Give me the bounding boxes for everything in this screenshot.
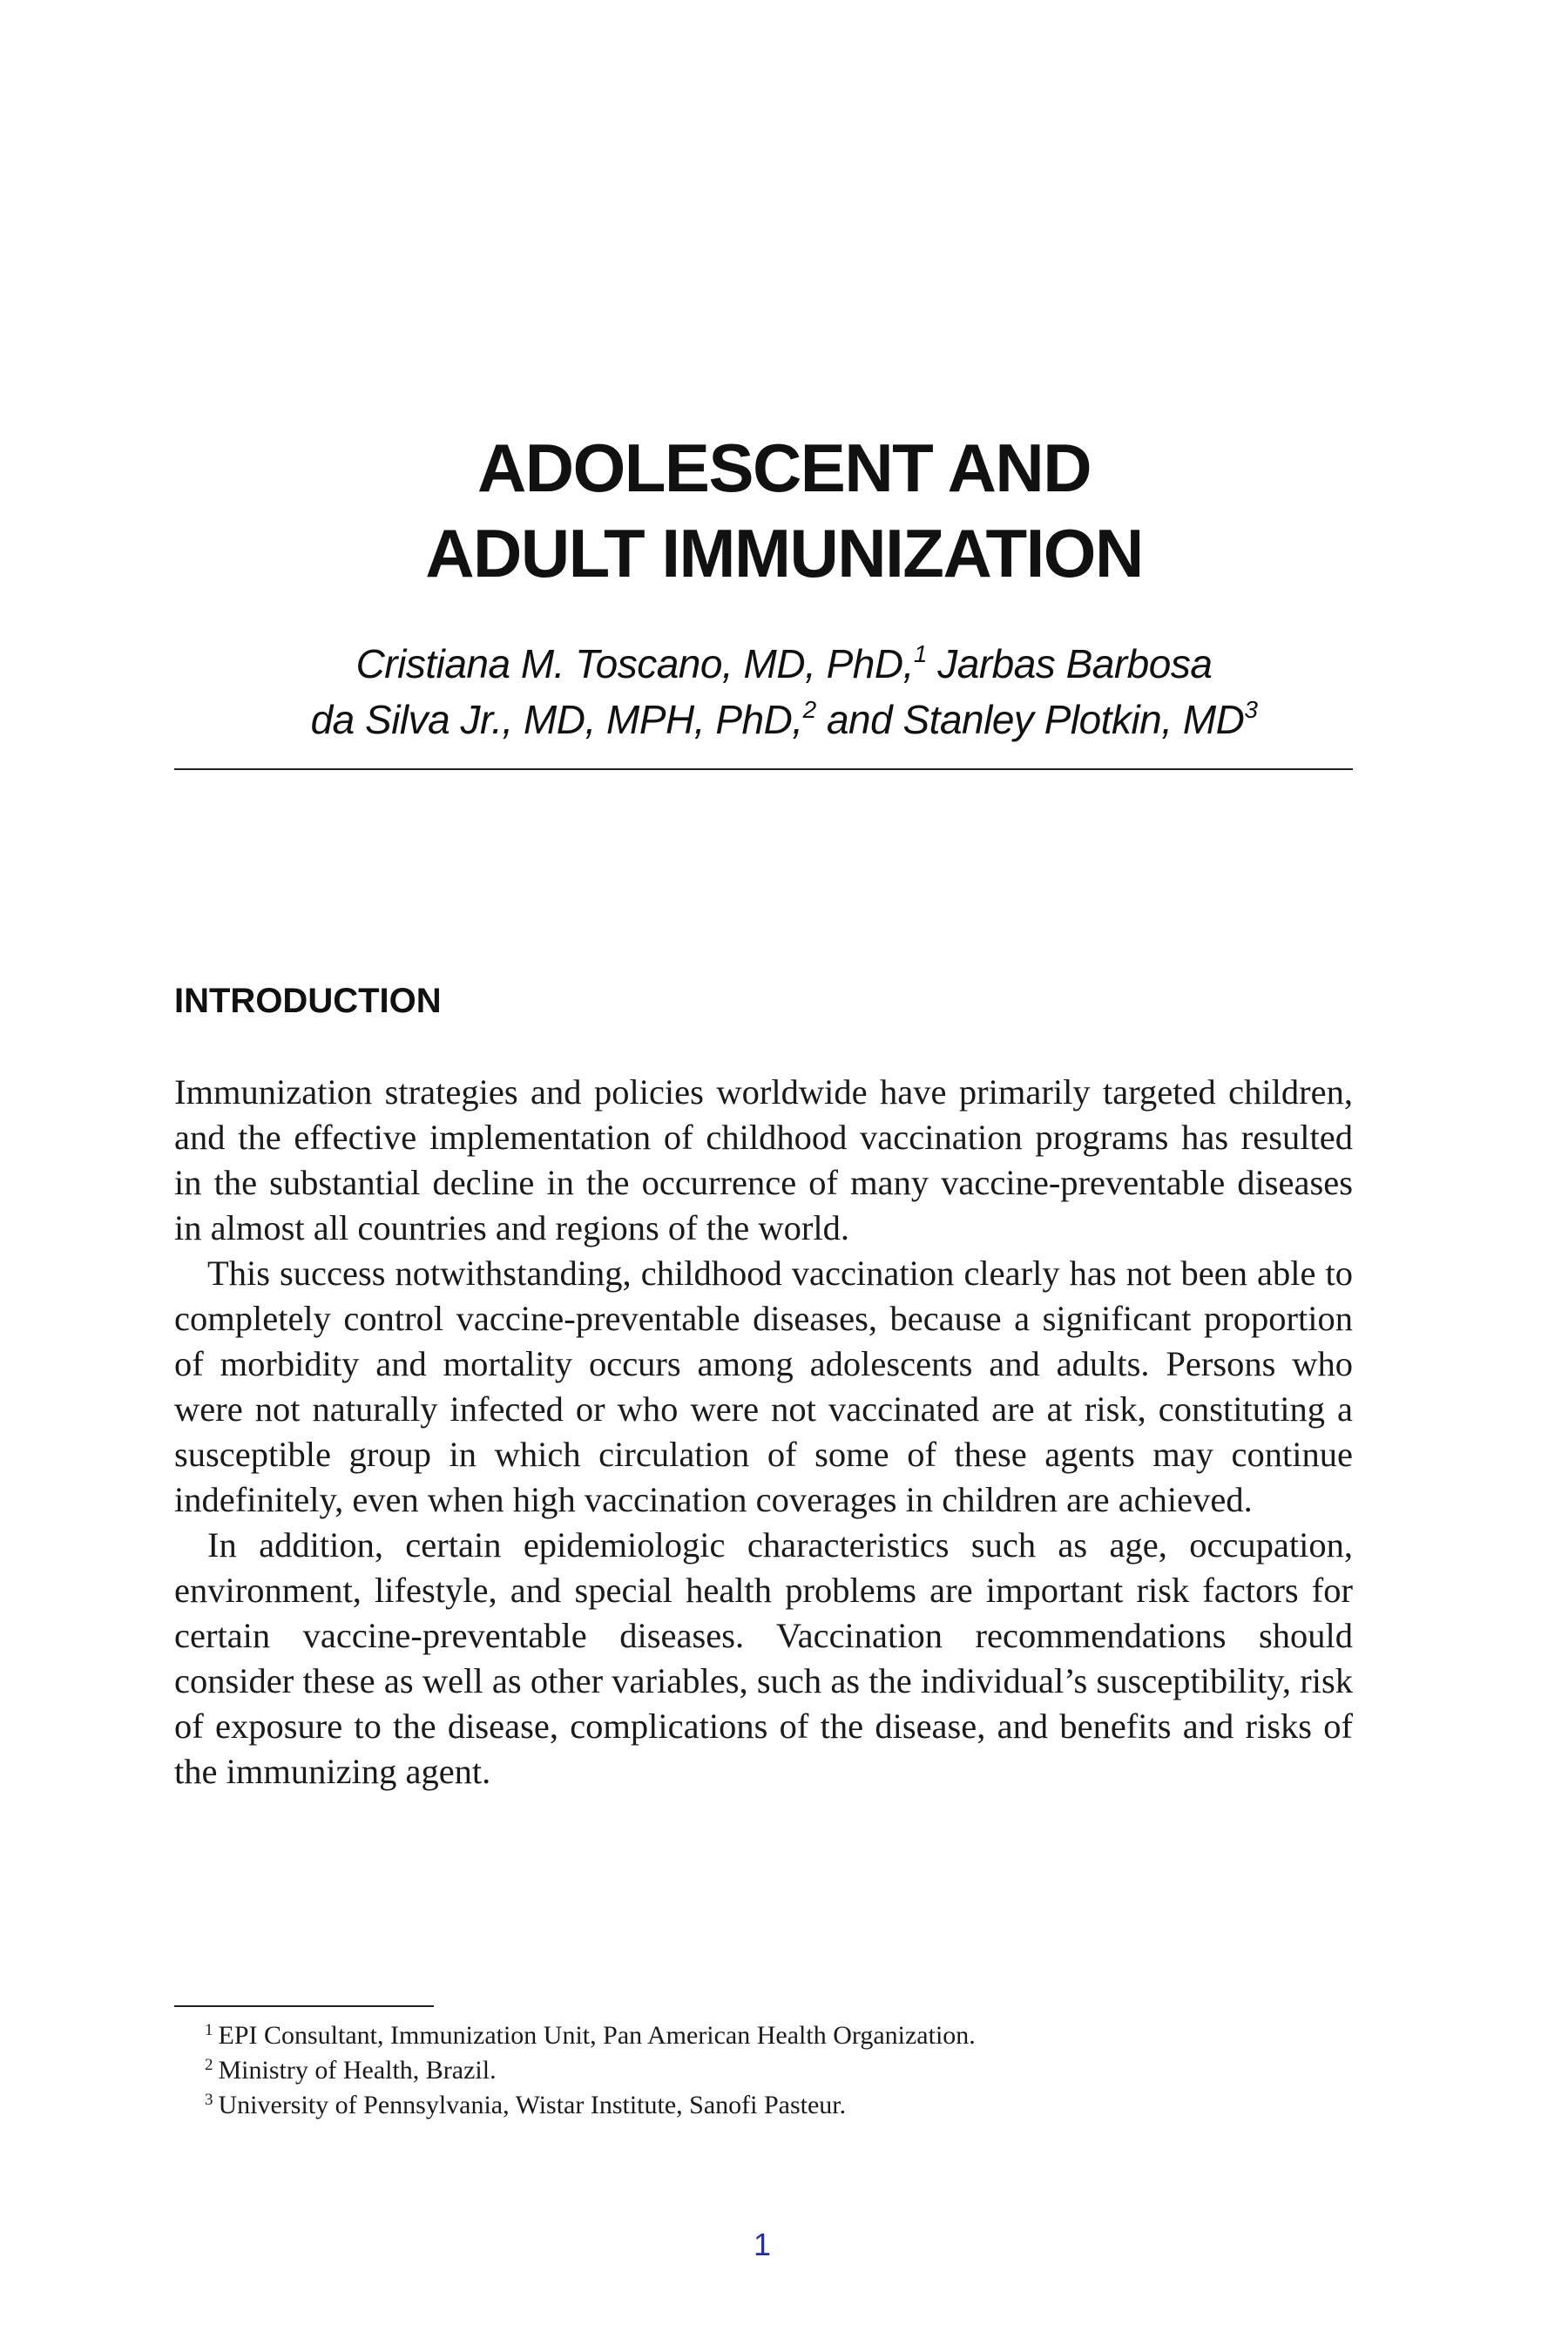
chapter-title	[174, 425, 1394, 596]
author-list	[174, 636, 1394, 747]
author-name-barbosa-part2: da Silva Jr., MD, MPH, PhD,	[310, 697, 803, 742]
footnote-mark-2: 2	[205, 2056, 213, 2074]
section-heading: INTRODUCTION	[174, 982, 442, 1020]
affiliation-mark-2: 2	[802, 696, 816, 723]
author-name-toscano: Cristiana M. Toscano, MD, PhD,	[355, 641, 914, 686]
affiliation-mark-3: 3	[1244, 696, 1258, 723]
page-number: 1	[753, 2227, 772, 2262]
footnote-mark-1: 1	[205, 2021, 213, 2039]
footnote-mark-3: 3	[205, 2091, 213, 2109]
affiliation-mark-1: 1	[913, 640, 927, 667]
paragraph-1: Immunization strategies and policies worldwide have primarily targeted children, and the effective implementation of childhood vaccination programs has resulted in the substantial decline in the occurrence of many vaccine-preventable diseases in almost all countries and regions of the world.	[174, 1072, 1353, 1247]
paragraph-3: In addition, certain epidemiologic characteristics such as age, occupation, environment, lifestyle, and special health problems are important risk factors for certain vaccine-preventable diseases. Vaccination recommendations should consider these as well as other variables, such as the individual’s susceptibility, risk of exposure to the disease, complications of the disease, and benefits and risks of the immunizing agent.	[174, 1525, 1353, 1791]
author-name-plotkin: and Stanley Plotkin, MD	[815, 697, 1245, 742]
footnote-text-2: Ministry of Health, Brazil.	[218, 2056, 497, 2085]
author-line-1	[174, 636, 1394, 692]
author-name-barbosa-part1: Jarbas Barbosa	[926, 641, 1213, 686]
body-text	[174, 1070, 1353, 1794]
footnote-text-3: University of Pennsylvania, Wistar Institute, Sanofi Pasteur.	[218, 2091, 847, 2119]
footnotes	[205, 2018, 1353, 2123]
chapter-title-line-1: ADOLESCENT AND	[476, 429, 1092, 506]
paragraph-2: This success notwithstanding, childhood vaccination clearly has not been able to completely control vaccine-preventable diseases, because a significant proportion of morbidity and mortality occurs among adolescents and adults. Persons who were not naturally infected or who were not vaccinated are at risk, constituting a susceptible group in which circulation of some of these agents may continue indefinitely, even when high vaccination coverages in children are achieved.	[174, 1254, 1353, 1519]
footnote-2	[205, 2053, 1353, 2088]
footnote-text-1: EPI Consultant, Immunization Unit, Pan American Health Organization.	[218, 2021, 976, 2050]
footnote-3	[205, 2088, 1353, 2123]
footnote-1	[205, 2018, 1353, 2053]
footnote-divider	[174, 2005, 434, 2007]
author-line-2	[174, 692, 1394, 747]
chapter-title-line-2: ADULT IMMUNIZATION	[425, 515, 1143, 591]
title-divider	[174, 768, 1353, 770]
